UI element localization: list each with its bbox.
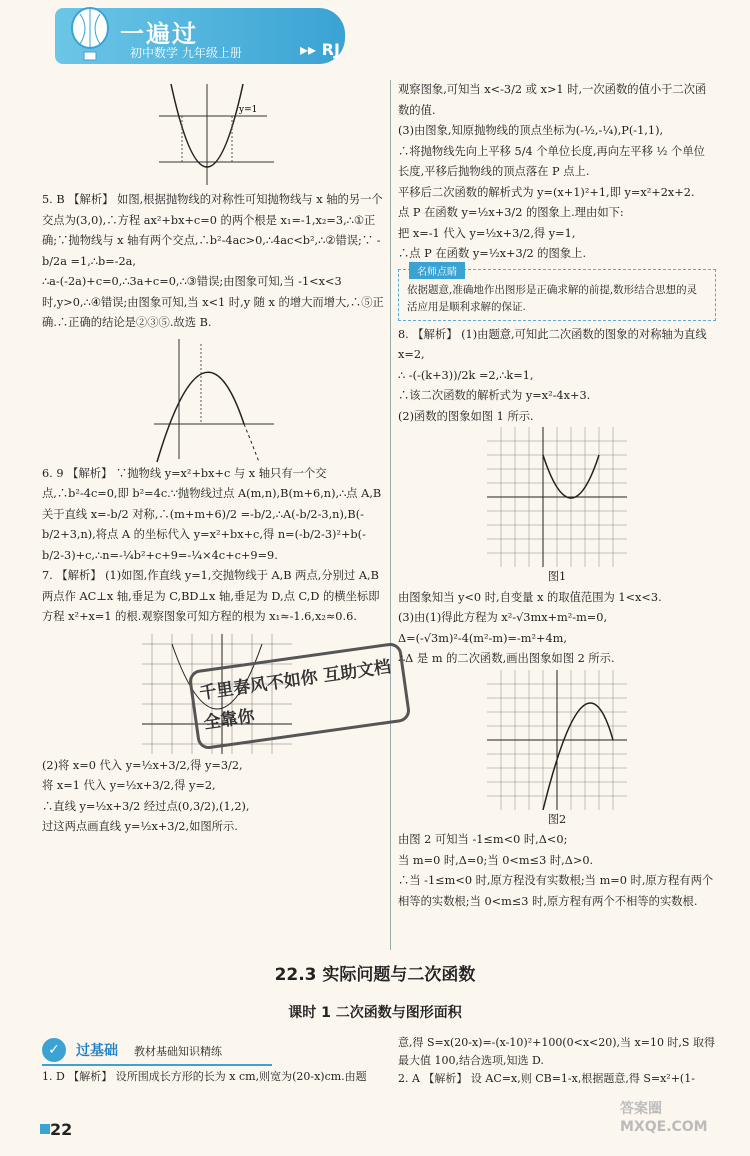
line-label: y=1 bbox=[239, 105, 258, 115]
teacher-tip-box bbox=[398, 266, 716, 321]
q8-line-1: 8. 【解析】 (1)由题意,可知此二次函数的图象的对称轴为直线 x=2, bbox=[398, 327, 707, 361]
q8b-line-2: (3)由(1)得此方程为 x²-√3mx+m²-m=0, bbox=[398, 611, 608, 624]
figure-2-caption: 图2 bbox=[547, 812, 567, 826]
q8-line-3: ∴该二次函数的解析式为 y=x²-4x+3. bbox=[398, 389, 591, 402]
q8b-line-1: 由图象知当 y<0 时,自变量 x 的取值范围为 1<x<3. bbox=[398, 590, 662, 604]
q5-text-b: ∴a-(-2a)+c=0,∴3a+c=0,∴③错误;由图象可知,当 -1<x<3 时,y>0,∴④错误;由图象可知,当 x<1 时,y 随 x 的增大而增大,∴⑤正确.∴正确的结论是②③⑤.故选 B. bbox=[42, 275, 384, 329]
parabola-figure-2 bbox=[149, 334, 279, 464]
answer-2: 2. A 【解析】 设 AC=x,则 CB=1-x,根据题意,得 S=x²+(1- bbox=[398, 1072, 695, 1085]
figure-1-graph bbox=[487, 427, 627, 567]
q7-2-line3: ∴直线 y=½x+3/2 经过点(0,3/2),(1,2), bbox=[42, 799, 250, 813]
r-line-5: 点 P 在函数 y=½x+3/2 的图象上.理由如下: bbox=[398, 206, 624, 219]
q7-2-line2: 将 x=1 代入 y=½x+3/2,得 y=2, bbox=[42, 779, 216, 792]
page-number: 22 bbox=[50, 1120, 73, 1139]
q7-text: 7. 【解析】 (1)如图,作直线 y=1,交抛物线于 A,B 两点,分别过 A,B 两点作 AC⊥x 轴,垂足为 C,BD⊥x 轴,垂足为 D,点 C,D 的横坐标即方程 x²+x=1 的根.观察图象可知方程的根为 x₁≈-1.6,x₂≈0.6. bbox=[42, 569, 380, 623]
q8b-line-4: ∴Δ 是 m 的二次函数,画出图象如图 2 所示. bbox=[398, 652, 615, 665]
balloon-icon bbox=[62, 6, 118, 64]
answer-continued-1: 意,得 S=x(20-x)=-(x-10)²+100(0<x<20),当 x=10 时,S 取得最大值 100,结合选项,知选 D. bbox=[398, 1036, 715, 1067]
figure-2-graph bbox=[487, 670, 627, 810]
foundation-header bbox=[42, 1038, 272, 1066]
answer-continued bbox=[398, 1034, 716, 1088]
foundation-title: 过基础 bbox=[76, 1043, 118, 1059]
q8b-line-3: Δ=(-√3m)²-4(m²-m)=-m²+4m, bbox=[398, 631, 567, 645]
q6-text: 6. 9 【解析】 ∵抛物线 y=x²+bx+c 与 x 轴只有一个交点,∴b²-4c=0,即 b²=4c.∵抛物线过点 A(m,n),B(m+6,n),∴点 A,B 关于直线 x=-b/2 对称,∴(m+m+6)/2 =-b/2,∴A(-b/2-3,n),B(-b/2+3,n),将点 A 的坐标代入 y=x²+bx+c,得 n=(-b/2-3)²+b(-b/2-3)+c,∴n=-¼b²+c+9=-¼×4c+c+9=9. bbox=[42, 466, 382, 562]
r-line-4: 平移后二次函数的解析式为 y=(x+1)²+1,即 y=x²+2x+2. bbox=[398, 185, 695, 199]
header-subtitle: 初中数学 九年级上册 bbox=[130, 46, 242, 60]
q8c-line-2: 当 m=0 时,Δ=0;当 0<m≤3 时,Δ>0. bbox=[398, 853, 594, 867]
q8-line-4: (2)函数的图象如图 1 所示. bbox=[398, 409, 534, 423]
q8c-line-3: ∴当 -1≤m<0 时,原方程没有实数根;当 m=0 时,原方程有两个相等的实数根;当 0<m≤3 时,原方程有两个不相等的实数根. bbox=[398, 874, 714, 908]
q7-2-line4: 过这两点画直线 y=½x+3/2,如图所示. bbox=[42, 820, 238, 833]
q7-2-line1: (2)将 x=0 代入 y=½x+3/2,得 y=3/2, bbox=[42, 758, 243, 772]
foundation-subtitle: 教材基础知识精练 bbox=[134, 1045, 222, 1058]
r-line-1: 观察图象,可知当 x<-3/2 或 x>1 时,一次函数的值小于二次函数的值. bbox=[398, 83, 707, 117]
column-divider bbox=[390, 80, 391, 950]
page-marker-icon bbox=[40, 1124, 50, 1134]
r-line-7: ∴点 P 在函数 y=½x+3/2 的图象上. bbox=[398, 247, 587, 260]
q8-line-2: ∴ -(-(k+3))/2k =2,∴k=1, bbox=[398, 368, 534, 382]
teacher-tip-title: 名师点睛 bbox=[409, 262, 465, 279]
left-column bbox=[42, 80, 393, 838]
r-line-6: 把 x=-1 代入 y=½x+3/2,得 y=1, bbox=[398, 226, 576, 240]
q5-text-a: 5. B 【解析】 如图,根据抛物线的对称性可知抛物线与 x 轴的另一个交点为(3,0),∴方程 ax²+bx+c=0 的两个根是 x₁=-1,x₂=3,∴①正确;∵抛物线与 x 轴有两个交点,∴b²-4ac>0,∴4ac<b²,∴②错误;∵ -b/2a =1,∴b=-2a, bbox=[42, 193, 383, 268]
teacher-tip-text: 依据题意,准确地作出图形是正确求解的前提,数形结合思想的灵活应用是顺利求解的保证. bbox=[407, 283, 698, 313]
corner-watermark: 答案圈 MXQE.COM bbox=[620, 1101, 708, 1135]
page-header bbox=[0, 0, 750, 70]
lesson-title: 课时 1 二次函数与图形面积 bbox=[288, 1005, 462, 1021]
grid-figure bbox=[42, 628, 393, 756]
r-line-3: ∴将抛物线先向上平移 5/4 个单位长度,再向左平移 ½ 个单位长度,平移后抛物线的顶点落在 P 点上. bbox=[398, 144, 705, 178]
q8c-line-1: 由图 2 可知当 -1≤m<0 时,Δ<0; bbox=[398, 833, 568, 846]
r-line-2: (3)由图象,知原抛物线的顶点坐标为(-½,-¼),P(-1,1), bbox=[398, 124, 664, 137]
header-edition: ▸▸ RJ bbox=[300, 40, 340, 59]
check-icon: ✓ bbox=[42, 1038, 66, 1062]
figure-1-caption: 图1 bbox=[547, 570, 567, 583]
header-title: 一遍过 bbox=[120, 20, 198, 48]
parabola-figure-1 bbox=[149, 80, 279, 190]
answer-1: 1. D 【解析】 设所围成长方形的长为 x cm,则宽为(20-x)cm.由题 bbox=[42, 1070, 367, 1083]
watermark-stamp: 千里春风不如你 互助文档全靠你 bbox=[187, 641, 411, 750]
section-title: 22.3 实际问题与二次函数 bbox=[274, 965, 476, 985]
right-column bbox=[398, 80, 716, 912]
